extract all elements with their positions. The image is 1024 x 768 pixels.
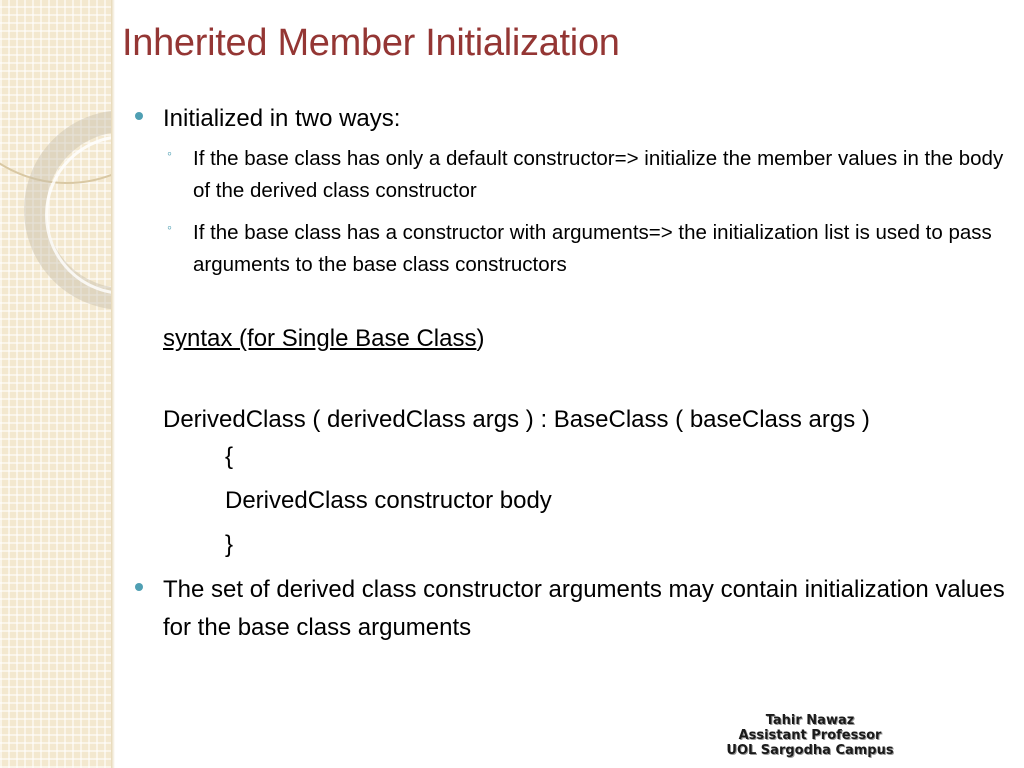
- syntax-heading: [135, 323, 1005, 355]
- sub-bullet-item: [135, 217, 1005, 281]
- slide-title: Inherited Member Initialization: [122, 22, 620, 64]
- code-open-brace: {: [225, 443, 234, 470]
- decorative-side-band: [0, 0, 112, 768]
- syntax-link: syntax (for Single Base Class: [163, 325, 477, 352]
- author-name: Tahir Nawaz: [765, 713, 855, 728]
- sub-bullet-text: If the base class has only a default constructor=> initialize the member values in the body of the derived class constructor: [193, 147, 1004, 202]
- sub-bullet-text: If the base class has a constructor with arguments=> the initialization list is used to pass arguments to the base class constructors: [193, 221, 992, 276]
- hollow-circle-icon: ◦: [167, 219, 172, 235]
- author-role: Assistant Professor: [738, 728, 882, 743]
- hollow-circle-icon: ◦: [167, 145, 172, 161]
- slide-body: [135, 100, 1005, 647]
- bullet-icon: [135, 112, 143, 120]
- bullet-icon: [135, 583, 143, 591]
- bullet-text: Initialized in two ways:: [163, 105, 401, 132]
- bullet-text: The set of derived class constructor arguments may contain initialization values for the base class arguments: [163, 576, 1005, 641]
- code-close-brace: }: [225, 531, 234, 558]
- code-body: DerivedClass constructor body: [225, 487, 552, 514]
- syntax-suffix: ): [476, 325, 485, 352]
- code-signature: DerivedClass ( derivedClass args ) : BaseClass ( baseClass args ): [163, 406, 870, 433]
- author-campus: UOL Sargodha Campus: [726, 743, 894, 758]
- bullet-item: [135, 100, 1005, 137]
- author-credit: [700, 713, 920, 758]
- sub-bullet-item: [135, 143, 1005, 207]
- band-edge: [111, 0, 115, 768]
- sub-bullet-list: [135, 143, 1005, 281]
- bullet-item: [135, 571, 1005, 647]
